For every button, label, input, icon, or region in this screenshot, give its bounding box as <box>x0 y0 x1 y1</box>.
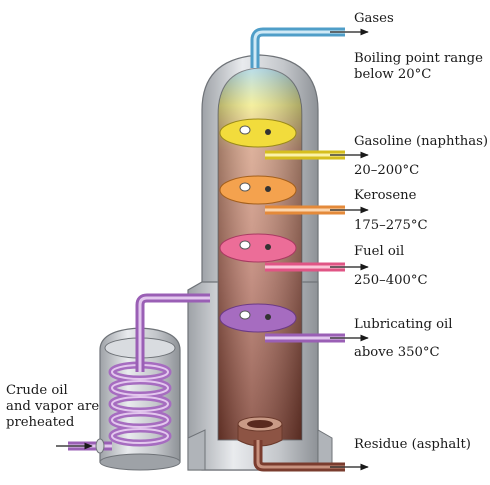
label-crude-oil: Crude oil and vapor are preheated <box>6 383 100 430</box>
label-gases: Gases <box>354 11 394 26</box>
label-boiling-range: Boiling point range below 20°C <box>354 51 483 82</box>
tray-fuel-oil <box>220 234 296 262</box>
tray-kerosene <box>220 176 296 204</box>
label-gasoline-range: 20–200°C <box>354 163 420 178</box>
label-fuel-oil: Fuel oil <box>354 244 405 259</box>
label-fuel-oil-range: 250–400°C <box>354 273 428 288</box>
label-lubricating-range: above 350°C <box>354 345 440 360</box>
tray-gasoline <box>220 119 296 147</box>
label-residue: Residue (asphalt) <box>354 437 471 452</box>
tray-lubricating <box>220 304 296 332</box>
label-gasoline: Gasoline (naphthas) <box>354 134 489 149</box>
label-lubricating-oil: Lubricating oil <box>354 317 453 332</box>
label-kerosene: Kerosene <box>354 188 417 203</box>
label-kerosene-range: 175–275°C <box>354 218 428 233</box>
